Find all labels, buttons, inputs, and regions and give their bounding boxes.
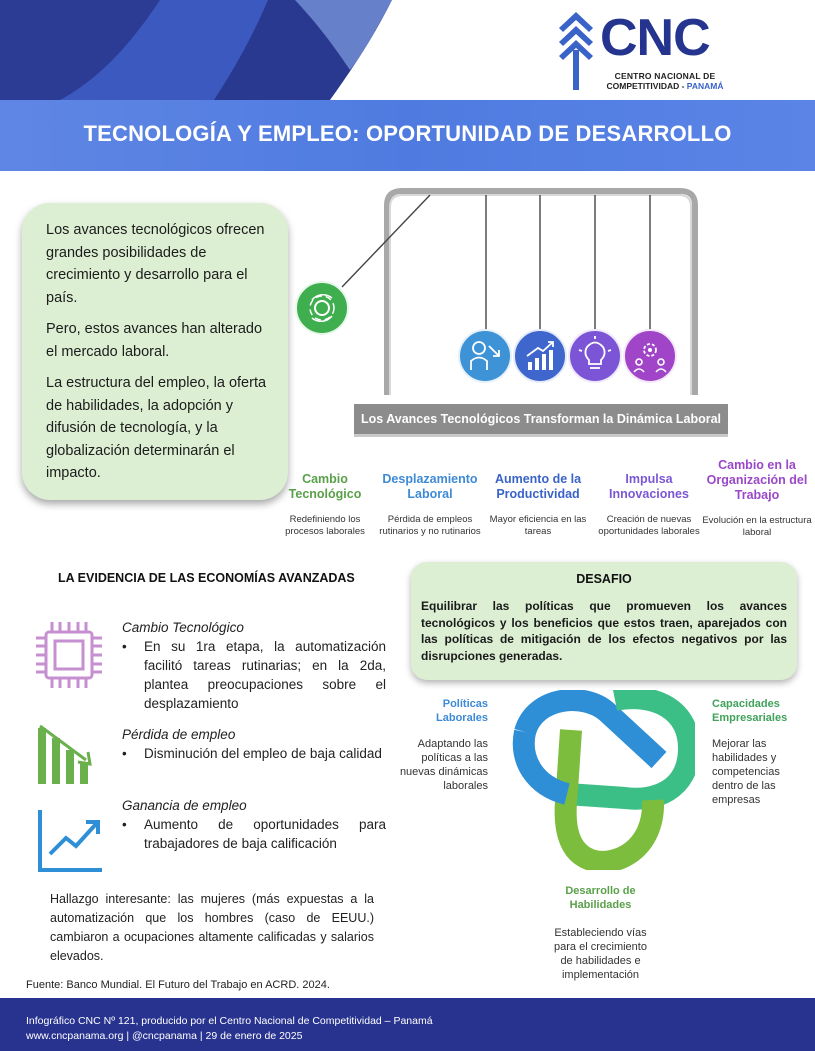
dynamic-desc: Mayor eficiencia en las tareas bbox=[489, 514, 587, 537]
logo-subtitle-line1: CENTRO NACIONAL DE bbox=[614, 71, 716, 81]
trefoil-habilidades bbox=[553, 884, 648, 982]
lightbulb-icon bbox=[567, 328, 625, 386]
evidence-bullet: • Disminución del empleo de baja calidad bbox=[122, 744, 386, 763]
dynamic-desplazamiento bbox=[375, 472, 485, 537]
dynamic-innovaciones bbox=[594, 472, 704, 537]
evidence-item-cambio bbox=[122, 620, 386, 713]
logo-wordmark: CNC bbox=[600, 9, 710, 67]
dynamic-title: Desplazamiento Laboral bbox=[382, 472, 478, 501]
logo-subtitle-main: COMPETITIVIDAD - bbox=[606, 81, 687, 91]
evidence-heading: Cambio Tecnológico bbox=[122, 620, 244, 635]
trefoil-desc: Mejorar las habilidades y competencias dentro de las empresas bbox=[712, 738, 780, 806]
title-bar bbox=[0, 100, 815, 171]
trefoil-desc: Adaptando las políticas a las nuevas dinámicas laborales bbox=[399, 738, 488, 792]
evidence-heading: Ganancia de empleo bbox=[122, 798, 247, 813]
dynamic-desc: Evolución en la estructura laboral bbox=[702, 515, 812, 538]
trefoil-politicas bbox=[390, 697, 488, 793]
dynamic-desc: Pérdida de empleos rutinarios y no rutinarios bbox=[379, 514, 481, 537]
logo-subtitle-accent: PANAMÁ bbox=[686, 81, 724, 91]
trefoil-desc: Estableciendo vías para el crecimiento de habilidades e implementación bbox=[554, 927, 647, 981]
source-note: Fuente: Banco Mundial. El Futuro del Trabajo en ACRD. 2024. bbox=[26, 979, 330, 991]
trefoil-knot-graphic bbox=[505, 690, 695, 870]
page-title: TECNOLOGÍA Y EMPLEO: OPORTUNIDAD DE DESARROLLO bbox=[83, 121, 732, 146]
interesting-finding: Hallazgo interesante: las mujeres (más expuestas a la automatización que los hombres (caso de EEUU.) cambiaron a ocupaciones altamente calificadas y salarios elevados. bbox=[50, 892, 374, 963]
dynamic-desc: Redefiniendo los procesos laborales bbox=[285, 514, 365, 537]
logo-subtitle-line2 bbox=[595, 81, 735, 91]
worker-down-icon bbox=[457, 328, 515, 386]
trefoil-title: Políticas Laborales bbox=[436, 698, 488, 724]
intro-paragraph: Pero, estos avances han alterado el mercado laboral. bbox=[46, 321, 263, 360]
growth-chart-icon bbox=[512, 328, 570, 386]
trefoil-capacidades bbox=[712, 697, 806, 807]
dynamic-title: Impulsa Innovaciones bbox=[609, 472, 689, 501]
evidence-item-perdida bbox=[122, 727, 386, 763]
evidence-bullet: • En su 1ra etapa, la automatización facilitó tareas rutinarias; en la 2da, plantea preocupaciones sobre el desplazamiento bbox=[122, 637, 386, 713]
trefoil-title: Capacidades Empresariales bbox=[712, 698, 788, 724]
dynamic-title: Aumento de la Productividad bbox=[494, 472, 582, 501]
intro-paragraph: La estructura del empleo, la oferta de habilidades, la adopción y difusión de tecnología, y la globalización determinarán el impacto. bbox=[46, 375, 267, 481]
intro-box bbox=[22, 203, 288, 500]
evidence-heading: Pérdida de empleo bbox=[122, 727, 236, 742]
team-gear-icon bbox=[622, 328, 680, 386]
evidence-bullet: • Aumento de oportunidades para trabajadores de baja calificación bbox=[122, 815, 386, 853]
dynamic-title: Cambio en la Organización del Trabajo bbox=[706, 458, 808, 502]
cnc-logo bbox=[555, 10, 735, 95]
footer-credit: Infográfico CNC Nº 121, producido por el Centro Nacional de Competitividad – Panamá bbox=[26, 1015, 433, 1027]
chip-icon bbox=[34, 620, 104, 692]
challenge-text: Equilibrar las políticas que promueven los avances tecnológicos y los beneficios que estos traen, aparejados con las políticas de mitigación de los efectos negativos por las disrupciones generadas. bbox=[421, 599, 787, 663]
challenge-title: DESAFIO bbox=[576, 572, 632, 586]
dynamic-desc: Creación de nuevas oportunidades laborales bbox=[598, 514, 700, 537]
intro-paragraph: Los avances tecnológicos ofrecen grandes posibilidades de crecimiento y desarrollo para el país. bbox=[46, 222, 265, 306]
trend-up-icon bbox=[38, 808, 104, 874]
cradle-banner: Los Avances Tecnológicos Transforman la Dinámica Laboral bbox=[354, 404, 728, 434]
evidence-title: LA EVIDENCIA DE LAS ECONOMÍAS AVANZADAS bbox=[58, 571, 355, 585]
tree-arrow-icon bbox=[555, 10, 597, 92]
trefoil-title: Desarrollo de Habilidades bbox=[565, 885, 636, 911]
dynamic-productividad bbox=[483, 472, 593, 537]
footer bbox=[0, 998, 815, 1051]
challenge-box bbox=[411, 562, 797, 680]
dynamic-organizacion bbox=[702, 458, 812, 538]
bar-chart-down-icon bbox=[36, 724, 102, 786]
dynamic-cambio-tecnologico bbox=[270, 472, 380, 537]
gear-cycle-icon bbox=[294, 280, 354, 340]
evidence-list bbox=[122, 744, 386, 763]
dynamic-title: Cambio Tecnológico bbox=[288, 472, 362, 501]
evidence-item-ganancia bbox=[122, 798, 386, 853]
footer-contact: www.cncpanama.org | @cncpanama | 29 de enero de 2025 bbox=[26, 1030, 303, 1042]
evidence-list bbox=[122, 815, 386, 853]
evidence-list bbox=[122, 637, 386, 713]
